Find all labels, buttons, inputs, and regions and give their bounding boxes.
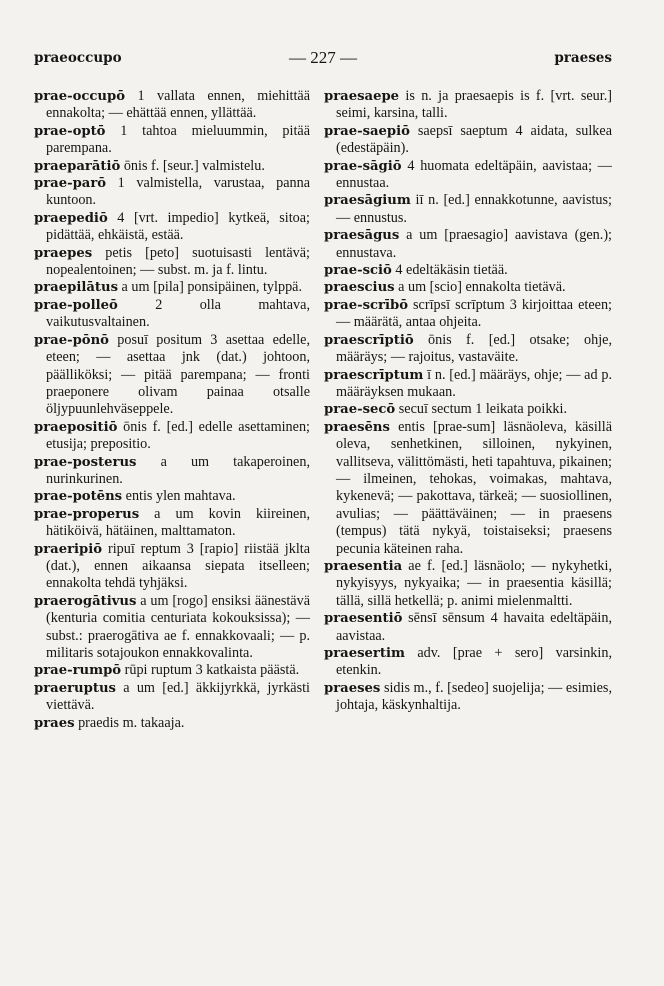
definition: ōnis f. [seur.] valmistelu.: [120, 157, 265, 174]
headword: prae-polleō: [34, 297, 118, 313]
dictionary-entry: [34, 279, 310, 296]
headword: prae-scrībō: [324, 297, 409, 313]
dictionary-entry: [324, 610, 612, 645]
definition: ī n. [ed.] määräys, ohje; — ad p. määräyksen mukaan.: [336, 366, 612, 400]
headword: praepes: [34, 245, 93, 261]
definition: ae f. [ed.] läsnäolo; — nykyhetki, nykyisyys, nykyaika; — in praesentia käsillä; tällä, sillä hetkellä; p. animi mielenmaltti.: [336, 557, 612, 609]
definition: petis [peto] suotuisasti lentävä; nopealentoinen; — subst. m. ja f. lintu.: [46, 244, 310, 279]
dictionary-entry: [34, 506, 310, 541]
page-header: [34, 50, 612, 72]
dictionary-entry: [34, 419, 310, 454]
dictionary-entry: [34, 593, 310, 663]
headword: praes: [34, 715, 75, 731]
headword: praeripiō: [34, 541, 103, 557]
definition: 1 valmistella, varustaa, panna kuntoon.: [46, 175, 310, 209]
headword: prae-posterus: [34, 454, 137, 470]
headword: prae-rumpō: [34, 663, 122, 679]
dictionary-entry: [34, 175, 310, 210]
definition: a um takaperoinen, nurinkurinen.: [46, 453, 310, 487]
dictionary-entry: [34, 662, 310, 679]
page-number: — 227 —: [289, 48, 357, 67]
dictionary-entry: [34, 158, 310, 175]
definition: a um kovin kiireinen, hätiköivä, hätäinen, malttamaton.: [46, 505, 310, 540]
dictionary-entry: [324, 297, 612, 332]
definition: sēnsī sēnsum 4 havaita edeltäpäin, aavistaa.: [336, 610, 612, 644]
definition: 4 edeltäkäsin tietää.: [391, 262, 508, 279]
definition: praedis m. takaaja.: [74, 714, 185, 731]
headword: praesentiō: [324, 611, 403, 627]
headword: praesāgus: [324, 228, 400, 244]
definition: a um [pila] ponsipäinen, tylppä.: [118, 279, 303, 296]
definition: 1 tahtoa mieluummin, pitää parempana.: [46, 122, 310, 157]
headword: praescius: [324, 280, 395, 296]
definition: entis [prae-sum] läsnäoleva, käsillä oleva, senhetkinen, silloinen, nykyinen, vallitseva, välittömästi, heti tapahtuva, pikainen; — ilmeinen, tehokas, voimakas, mahtava, kykenevä; — pakottava, tärkeä; — suosiollinen, avulias; — päättäväinen; — in praesens (tempus) tätä nykyä, toistaiseksi; praesens pecunia käteinen raha.: [336, 418, 612, 557]
definition: a um [scio] ennakolta tietävä.: [394, 279, 566, 296]
definition: is n. ja praesaepis is f. [vrt. seur.] seimi, karsina, talli.: [336, 88, 612, 122]
left-column: [34, 88, 310, 732]
definition: scrīpsī scrīptum 3 kirjoittaa eteen; — määrätä, antaa ohjeita.: [336, 296, 612, 331]
header-left-guideword: praeoccupo: [34, 50, 122, 66]
headword: praepilātus: [34, 280, 118, 296]
headword: praeses: [324, 680, 381, 696]
right-column: [324, 88, 612, 715]
headword: prae-properus: [34, 506, 140, 522]
dictionary-entry: [324, 123, 612, 158]
dictionary-entry: [324, 227, 612, 262]
headword: prae-occupō: [34, 89, 126, 104]
dictionary-entry: [34, 210, 310, 245]
definition: entis ylen mahtava.: [122, 488, 236, 505]
headword: praesēns: [324, 419, 390, 435]
dictionary-entry: [324, 401, 612, 418]
definition: posuī positum 3 asettaa edelle, eteen; — asettaa jnk (dat.) johtoon, päälliköksi; — pitää parempana; — fronti praeponere olivam painaa otsalle öljypuunlehväseppele.: [46, 331, 310, 418]
headword: prae-sciō: [324, 263, 392, 279]
dictionary-entry: [34, 88, 310, 123]
definition: 1 vallata ennen, miehittää ennakolta; — ehättää ennen, yllättää.: [46, 88, 310, 122]
dictionary-entry: [324, 88, 612, 123]
dictionary-entry: [324, 279, 612, 296]
headword: prae-secō: [324, 402, 396, 418]
definition: a um [ed.] äkkijyrkkä, jyrkästi viettävä.: [46, 679, 310, 714]
dictionary-entry: [324, 192, 612, 227]
definition: saepsī saeptum 4 aidata, sulkea (edestäpäin).: [336, 122, 612, 157]
headword: praesentia: [324, 558, 403, 574]
definition: 2 olla mahtava, vaikutusvaltainen.: [46, 296, 310, 331]
definition: ōnis f. [ed.] edelle asettaminen; etusija; prepositio.: [46, 418, 310, 453]
dictionary-entry: [34, 680, 310, 715]
dictionary-entry: [34, 123, 310, 158]
dictionary-entry: [324, 680, 612, 715]
headword: praesaepe: [324, 89, 400, 104]
headword: praescrīptiō: [324, 332, 414, 348]
headword: prae-potēns: [34, 489, 123, 505]
headword: praepositiō: [34, 419, 118, 435]
dictionary-entry: [324, 158, 612, 193]
dictionary-entry: [34, 715, 310, 732]
headword: praepediō: [34, 210, 108, 226]
definition: ōnis f. [ed.] otsake; ohje, määräys; — rajoitus, vastaväite.: [336, 331, 612, 366]
definition: adv. [prae + sero] varsinkin, etenkin.: [336, 645, 612, 679]
headword: prae-pōnō: [34, 332, 109, 348]
dictionary-entry: [324, 645, 612, 680]
headword: praesertim: [324, 646, 405, 661]
headword: praesāgium: [324, 193, 411, 209]
dictionary-entry: [324, 262, 612, 279]
headword: praeruptus: [34, 680, 116, 696]
definition: ripuī reptum 3 [rapio] riistää jklta (dat.), ennen aikaansa siepata itselleen; ennakolta tehdä tyhjäksi.: [46, 540, 310, 592]
dictionary-entry: [34, 297, 310, 332]
dictionary-entry: [324, 367, 612, 402]
headword: prae-optō: [34, 123, 106, 139]
header-right-guideword: praeses: [554, 50, 612, 66]
dictionary-entry: [34, 541, 310, 593]
dictionary-entry: [324, 419, 612, 558]
headword: praeparātiō: [34, 158, 121, 174]
headword: prae-parō: [34, 176, 107, 192]
definition: a um [rogo] ensiksi äänestävä (kenturia comitia centuriata kokouksissa); — subst.: praerogātiva ae f. ennakkovaali; — p. militaris sotajoukon ennakkovalinta.: [46, 592, 310, 661]
definition: 4 huomata edeltäpäin, aavistaa; — ennustaa.: [336, 157, 612, 192]
dictionary-entry: [34, 245, 310, 280]
headword: praescrīptum: [324, 367, 424, 383]
headword: prae-sāgiō: [324, 158, 402, 174]
dictionary-entry: [34, 454, 310, 489]
definition: sidis m., f. [sedeo] suojelija; — esimies, johtaja, käskynhaltija.: [336, 679, 612, 714]
definition: secuī sectum 1 leikata poikki.: [395, 401, 567, 418]
definition: a um [praesagio] aavistava (gen.); ennustava.: [336, 227, 612, 261]
dictionary-entry: [34, 332, 310, 419]
dictionary-entry: [324, 332, 612, 367]
dictionary-entry: [34, 488, 310, 505]
dictionary-entry: [324, 558, 612, 610]
definition: 4 [vrt. impedio] kytkeä, sitoa; pidättää, ehkäistä, estää.: [46, 209, 310, 244]
definition: rūpi ruptum 3 katkaista päästä.: [121, 662, 300, 679]
headword: prae-saepiō: [324, 123, 410, 139]
definition: iī n. [ed.] ennakkotunne, aavistus; — ennustus.: [336, 192, 612, 226]
headword: praerogātivus: [34, 593, 137, 609]
